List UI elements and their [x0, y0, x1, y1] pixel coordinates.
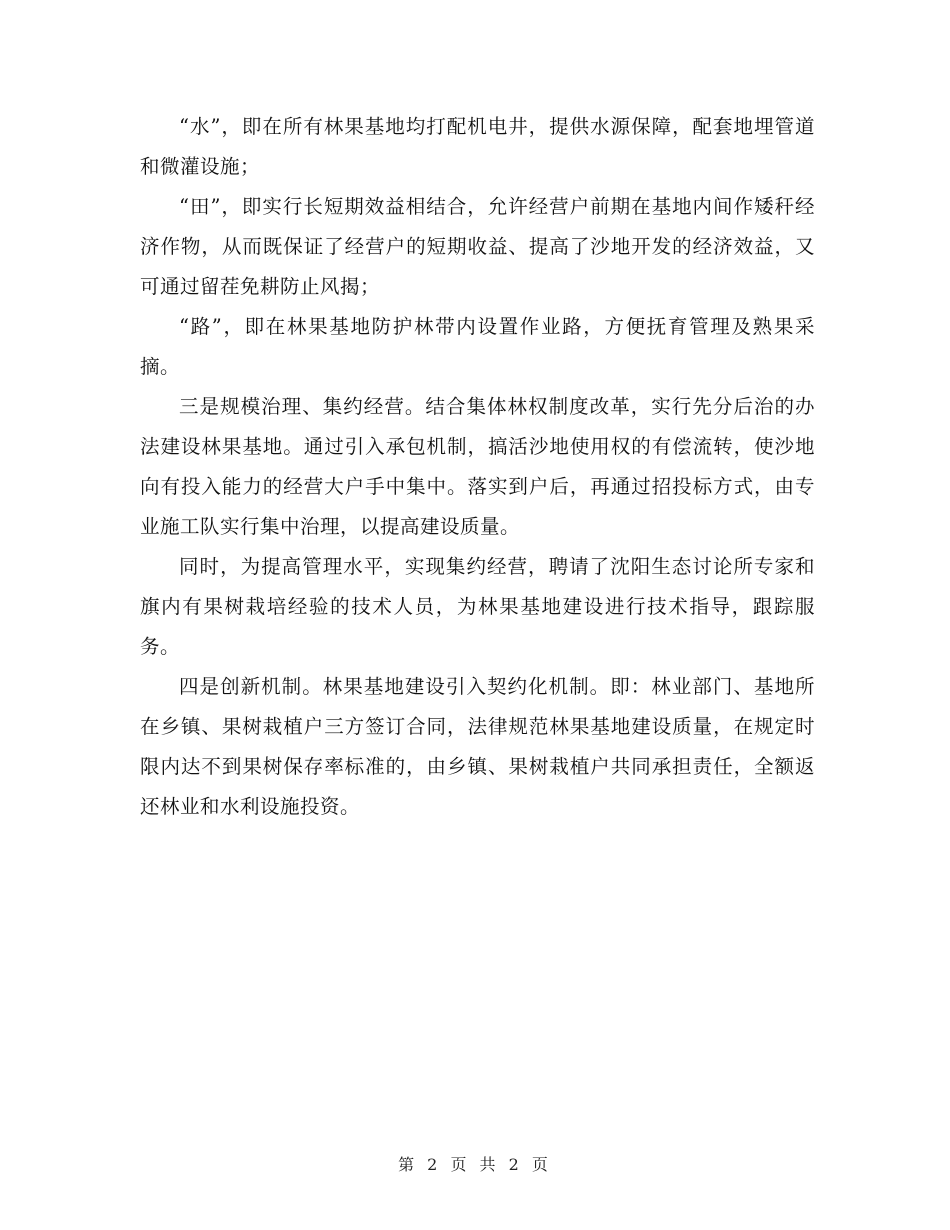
paragraph-scale-management: 三是规模治理、集约经营。结合集体林权制度改革，实行先分后治的办法建设林果基地。通过引入承包机制，搞活沙地使用权的有偿流转，使沙地向有投入能力的经营大户手中集中。落实到户后，再通过招投标方式，由专业施工队实行集中治理，以提高建设质量。 — [140, 395, 815, 538]
paragraph-innovation-mechanism: 四是创新机制。林果基地建设引入契约化机制。即：林业部门、基地所在乡镇、果树栽植户三方签订合同，法律规范林果基地建设质量，在规定时限内达不到果树保存率标准的，由乡镇、果树栽植户共同承担责任，全额返还林业和水利设施投资。 — [140, 675, 815, 818]
paragraph-management-level: 同时，为提高管理水平，实现集约经营，聘请了沈阳生态讨论所专家和旗内有果树栽培经验的技术人员，为林果基地建设进行技术指导，跟踪服务。 — [140, 555, 815, 658]
paragraph-water: “水”，即在所有林果基地均打配机电井，提供水源保障，配套地埋管道和微灌设施； — [140, 115, 815, 178]
document-body — [140, 107, 815, 827]
paragraph-road: “路”，即在林果基地防护林带内设置作业路，方便抚育管理及熟果采摘。 — [140, 315, 815, 378]
paragraph-field: “田”，即实行长短期效益相结合，允许经营户前期在基地内间作矮秆经济作物，从而既保证了经营户的短期收益、提高了沙地开发的经济效益，又可通过留茬免耕防止风揭； — [140, 195, 815, 298]
page-number-footer: 第 2 页 共 2 页 — [398, 1155, 552, 1174]
